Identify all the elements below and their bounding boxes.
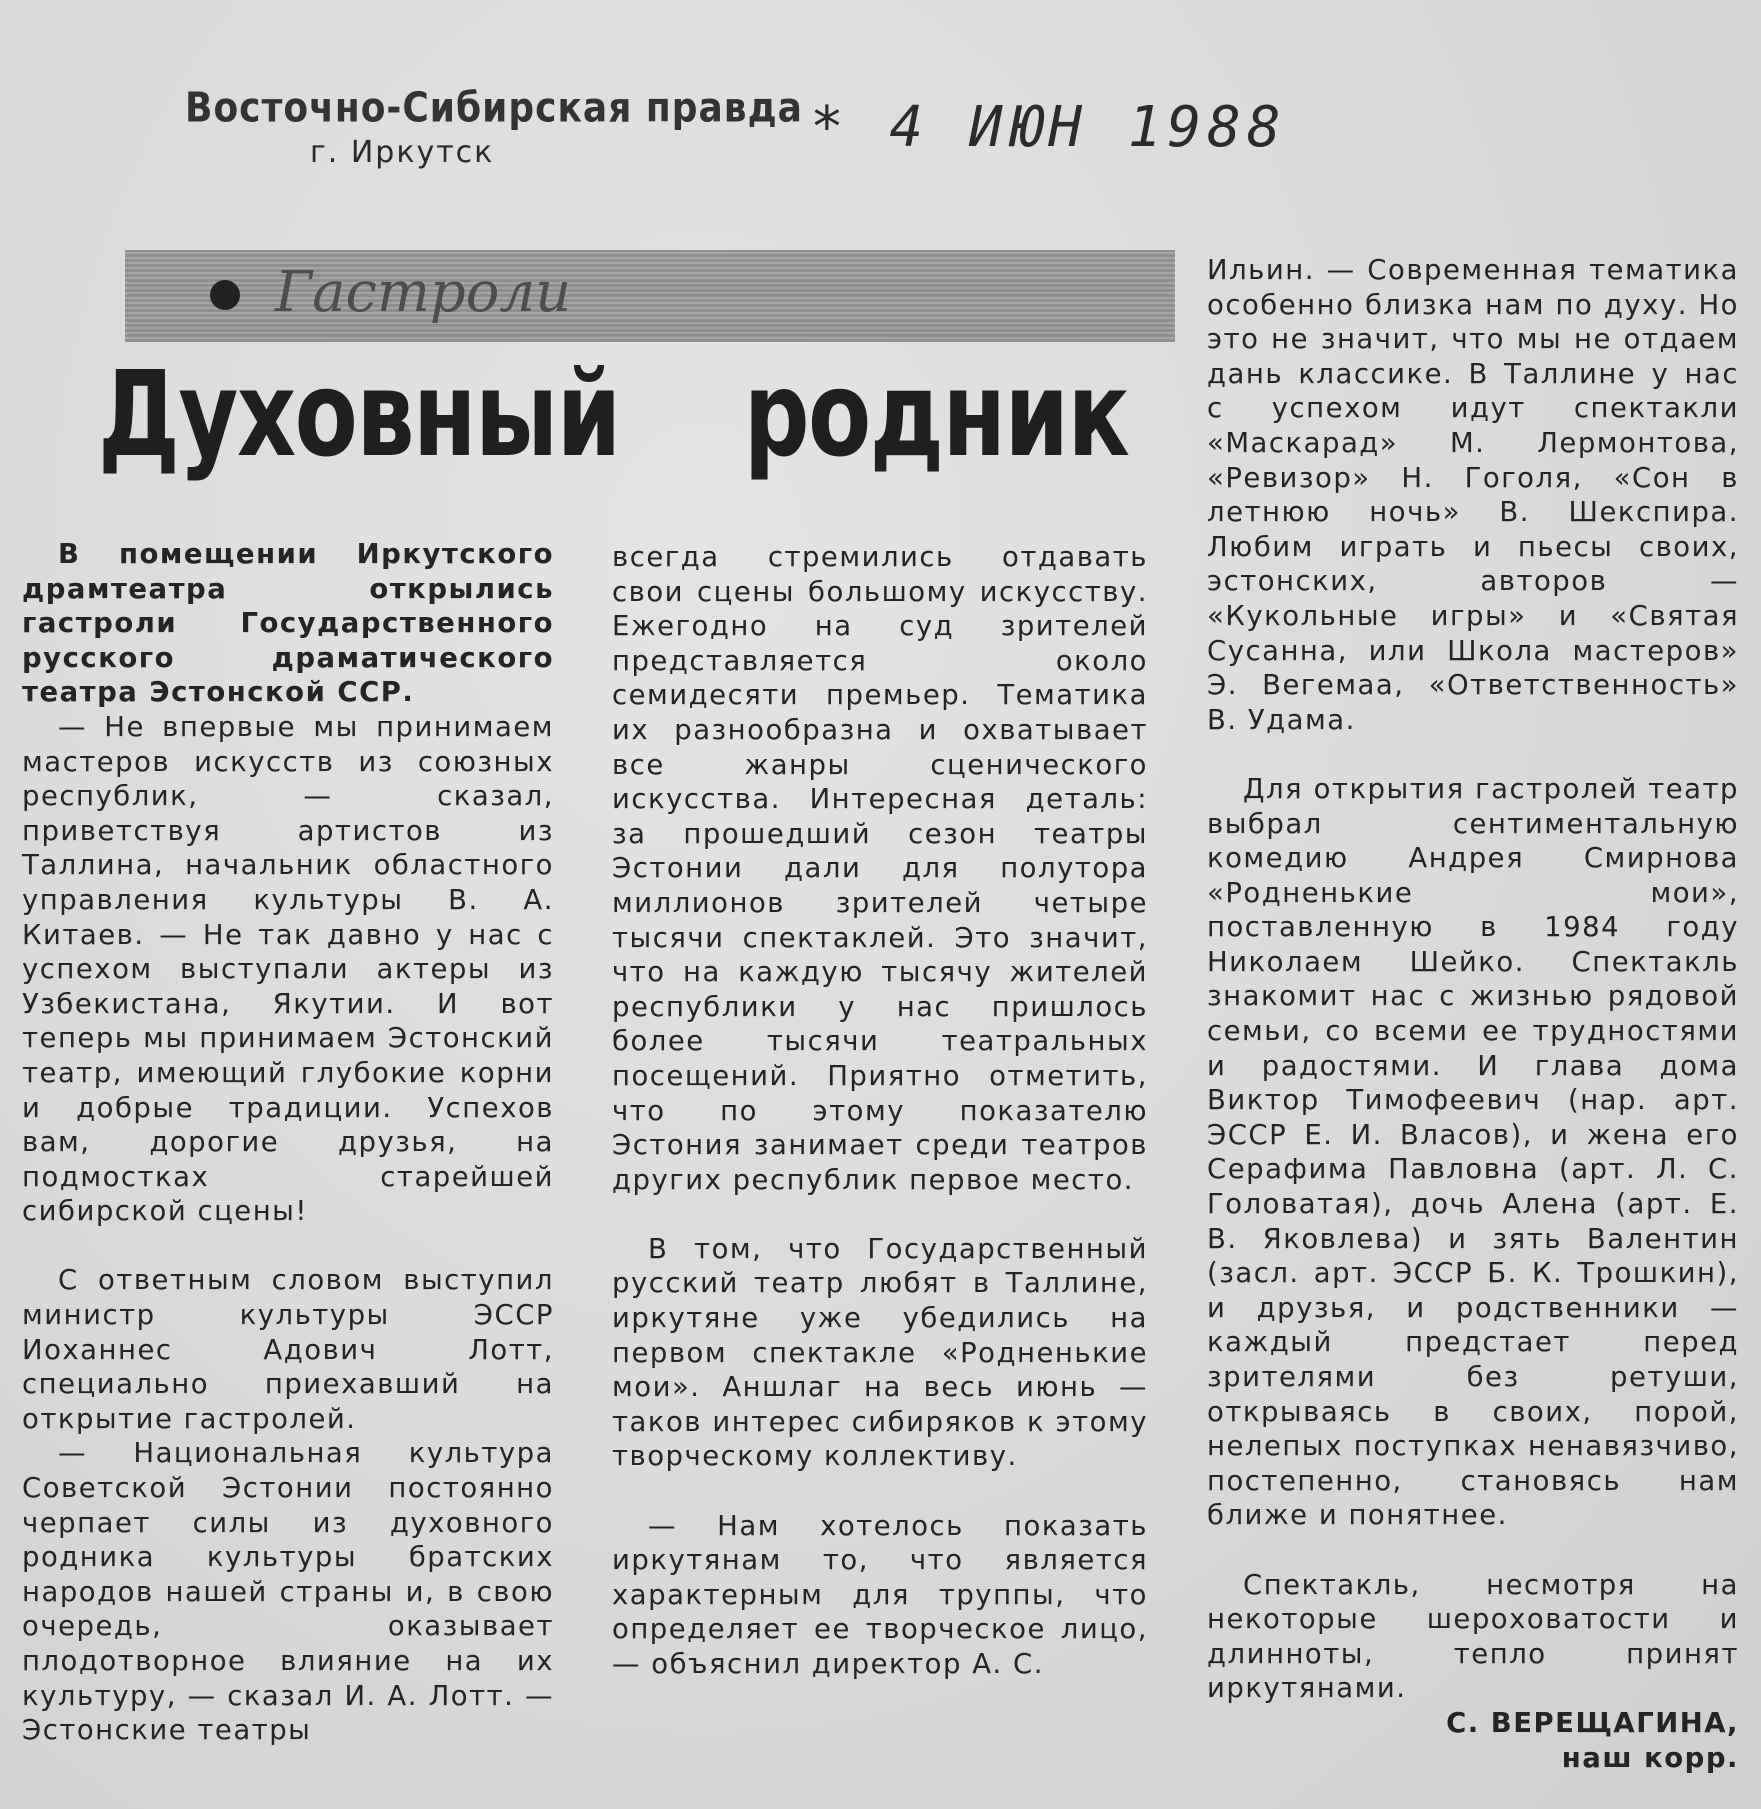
author-signature: С. ВЕРЕЩАГИНА,	[1446, 1706, 1739, 1739]
article-paragraph: Спектакль, несмотря на некоторые шероховатости и длинноты, тепло принят иркутянами.	[1207, 1568, 1739, 1705]
author-role: наш корр.	[1561, 1741, 1739, 1774]
article-paragraph: всегда стремились отдавать свои сцены большому искусству. Ежегодно на суд зрителей представляется около семидесяти премьер. Тематика их разнообразна и охватывает все жанры сценического искусства. Интересная деталь: за прошедший сезон театры Эстонии дали для полутора миллионов зрителей четыре тысячи спектаклей. Это значит, что на каждую тысячу жителей республики у нас пришлось более тысячи театральных посещений. Приятно отметить, что по этому показателю Эстония занимает среди театров других республик первое место.	[612, 541, 1148, 1196]
article-paragraph: Для открытия гастролей театр выбрал сентиментальную комедию Андрея Смирнова «Родненькие мои», поставленную в 1984 году Николаем Шейко. Спектакль знакомит нас с жизнью рядовой семьи, со всеми ее трудностями и радостями. И глава дома Виктор Тимофеевич (нар. арт. ЭССР Е. И. Власов), и жена его Серафима Павловна (арт. Л. С. Головатая), дочь Алена (арт. Е. В. Яковлева) и зять Валентин (засл. арт. ЭССР Б. К. Трошкин), и друзья, и родственники — каждый предстает перед зрителями без ретуши, открываясь в своих, порой, нелепых поступках ненавязчиво, постепенно, становясь нам ближе и понятнее.	[1207, 772, 1739, 1532]
article-column-1	[22, 537, 554, 1748]
city-stamp: г. Иркутск	[310, 135, 495, 170]
date-stamp: * 4 ИЮН 1988	[810, 95, 1287, 160]
newspaper-name-stamp: Восточно-Сибирская правда	[185, 84, 803, 133]
rubric-banner	[125, 250, 1175, 342]
article-paragraph: — Не впервые мы принимаем мастеров искусств из союзных республик, — сказал, приветствуя артистов из Таллина, начальник областного управления культуры В. А. Китаев. — Не так давно у нас с успехом выступали актеры из Узбекистана, Якутии. И вот теперь мы принимаем Эстонский театр, имеющий глубокие корни и добрые традиции. Успехов вам, дорогие друзья, на подмостках старейшей сибирской сцены!	[22, 710, 554, 1228]
rubric-label: Гастроли	[275, 260, 572, 325]
article-headline: Духовный родник	[98, 345, 1129, 483]
article-column-2	[612, 540, 1148, 1682]
article-paragraph: С ответным словом выступил министр культуры ЭССР Иоханнес Адович Лотт, специально приехавший на открытие гастролей.	[22, 1264, 554, 1435]
article-paragraph: — Нам хотелось показать иркутянам то, что является характерным для труппы, что определяет ее творческое лицо, — объяснил директор А. С.	[612, 1509, 1148, 1680]
article-column-3	[1207, 253, 1739, 1775]
article-lead: В помещении Иркутского драмтеатра открылись гастроли Государственного русского драматического театра Эстонской ССР.	[22, 538, 554, 709]
bullet-icon	[210, 280, 240, 310]
article-paragraph: — Национальная культура Советской Эстонии постоянно черпает силы из духовного родника культуры братских народов нашей страны и, в свою очередь, оказывает плодотворное влияние на их культуру, — сказал И. А. Лотт. — Эстонские театры	[22, 1437, 554, 1747]
article-paragraph: В том, что Государственный русский театр любят в Таллине, иркутяне уже убедились на первом спектакле «Родненькие мои». Аншлаг на весь июнь — таков интерес сибиряков к этому творческому коллективу.	[612, 1232, 1148, 1473]
article-paragraph: Ильин. — Современная тематика особенно близка нам по духу. Но это не значит, что мы не отдаем дань классике. В Таллине у нас с успехом идут спектакли «Маскарад» М. Лермонтова, «Ревизор» Н. Гоголя, «Сон в летнюю ночь» В. Шекспира. Любим играть и пьесы своих, эстонских, авторов — «Кукольные игры» и «Святая Сусанна, или Школа мастеров» Э. Вегемаа, «Ответственность» В. Удама.	[1207, 254, 1739, 736]
